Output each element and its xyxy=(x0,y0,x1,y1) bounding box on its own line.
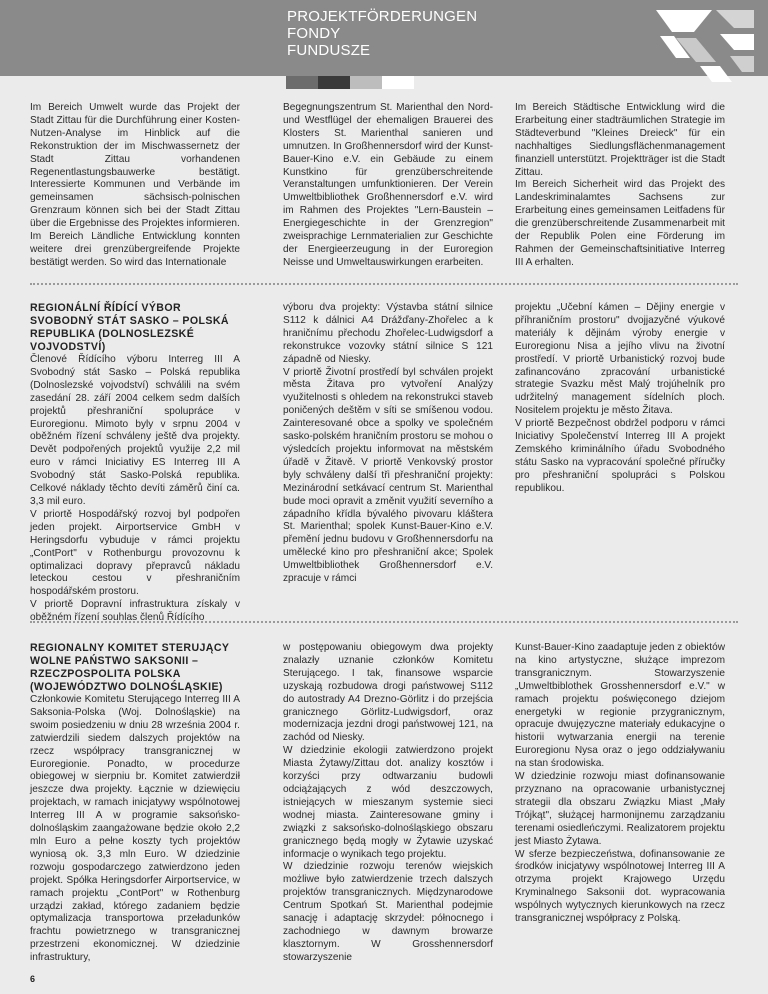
paragraph: W dziedzinie rozwoju terenów wiejskich możliwe było zatwierdzenie trzech dalszych projektów transgranicznych. Międzynarodowe Centrum Spotkań St. Marienthal podejmie sanację i adaptację skrzydeł: północnego i zachodniego w dawnym browarze klasztornym. W Grosshennersdorf stowarzyszenie xyxy=(283,861,493,963)
color-bar-2 xyxy=(318,76,350,89)
paragraph: Kunst-Bauer-Kino zaadaptuje jeden z obiektów na kino artystyczne, służące imprezom transgranicznym. Stowarzyszenie „Umweltbiblothek Grosshennersdorf e.V." w ramach projektu poświęconego dziejom energetyki w regionie przygranicznym, opracuje dwujęzyczne materiały edukacyjne o historii wytwarzania energii na terenie Euroregionu Nysa oraz o jego oddziaływaniu na stan środowiska. xyxy=(515,642,725,770)
paragraph: Begegnungszentrum St. Marienthal den Nord- und Westflügel der ehemaligen Brauerei des Klosters St. Marienthal sanieren und umnutzen. In Großhennersdorf wird der Kunst-Bauer-Kino e.V. ein Gebäude zu einem Kunstkino für grenzüberschreitende Veranstaltungen umfunktionieren. Der Verein Umweltbibliothek Großhennersdorf e.V. wird im Rahmen des Projektes "Lern-Baustein – Energiegeschichte in der Grenzregion" zweisprachige Lernmaterialien zur Geschichte der Energieerzeugung in der Euroregion Neisse und Umweltauswirkungen erarbeiten. xyxy=(283,102,493,268)
paragraph: Im Bereich Sicherheit wird das Projekt des Landeskriminalamtes Sachsens zur Erarbeitung eines gemeinsamen Leitfadens für die grenzüberschreitende Zusammenarbeit mit der Republik Polen eine Förderung im Rahmen der Gemeinschaftsinitiative Interreg III A erhalten. xyxy=(515,179,725,268)
paragraph: w postępowaniu obiegowym dwa projekty znalazły uznanie członków Komitetu Sterującego. I tak, finansowe wsparcie uzyskają rozbudowa drogi państwowej S112 do autostrady A4 Drezno-Görlitz i do przejścia granicznego Görlitz-Ludwigsdorf, oraz modernizacja jezdni drogi państwowej 121, na zachód od Niesky. xyxy=(283,642,493,744)
page-number: 6 xyxy=(30,974,36,984)
paragraph: V priortě Bezpečnost obdržel podporu v rámci Iniciativy Společenství Interreg III A projekt Zemského kriminálního úřadu Svobodného státu Sasko na vypracování společné příručky pro přeshraniční spolupráci s Polskou republikou. xyxy=(515,418,725,494)
paragraph: Im Bereich Ländliche Entwicklung konnten weitere drei grenzübergreifende Projekte bestätigt werden. So wird das Internationale xyxy=(30,231,240,268)
pl-column-1 xyxy=(30,642,240,965)
section-heading: REGIONÁLNÍ ŘÍDÍCÍ VÝBOR SVOBODNÝ STÁT SASKO – POLSKÁ REPUBLIKA (DOLNOSLEZSKÉ VOJVODSTVÍ) xyxy=(30,302,229,353)
paragraph: V priortě Hospodářský rozvoj byl podpořen jeden projekt. Airportservice GmbH v Heringsdorfu vybuduje v rámci projektu „ContPort" v Rothenburgu provozovnu k optimalizaci dopravy přepravců nákladu leteckou cestou v přeshraničním hospodářském prostoru. xyxy=(30,508,240,598)
paragraph: Im Bereich Umwelt wurde das Projekt der Stadt Zittau für die Durchführung einer Kosten-Nutzen-Analyse im Hinblick auf die Rekonstruktion der im Mischwassernetz der Stadt Zittau vorhandenen Regenentlastungsbauwerke bestätigt. Interessierte Kommunen und Verbände im gemeinsamen sächsisch-polnischen Grenzraum können sich bei der Stadt Zittau über die Ergebnisse des Projektes informieren. xyxy=(30,102,240,230)
cs-column-2 xyxy=(283,302,493,586)
de-column-2 xyxy=(283,102,493,270)
paragraph: výboru dva projekty: Výstavba státní silnice S112 k dálnici A4 Drážďany-Zhořelec a k hraničnímu přechodu Zhořelec-Ludwigsdorf a rekonstrukce vozovky státní silnice S 121 západně od Niesky. xyxy=(283,302,493,365)
paragraph: V priortě Dopravní infrastruktura získaly v oběžném řízení souhlas členů Řídícího xyxy=(30,599,240,624)
pl-column-3 xyxy=(515,642,725,926)
section-divider xyxy=(30,283,738,285)
pl-column-2 xyxy=(283,642,493,965)
paragraph: Członkowie Komitetu Sterującego Interreg III A Saksonia-Polska (Woj. Dolnośląskie) na swoim posiedzeniu w dniu 28 września 2004 r. zatwierdzili siedem dalszych projektów na rzecz współpracy transgranicznej w Euroregionie. Ponadto, w procedurze obiegowej w sierpniu br. Komitet zatwierdził jeszcze dwa projekty. Łącznie w dziewięciu projektach, w ramach inicjatywy wspólnotowej Interreg III A w programie saksońsko-dolnośląskim zaangażowane będzie około 2,2 mln Euro a pełne koszty tych projektów wyniosą ok. 3,3 mln Euro. W dziedzinie rozwoju gospodarczego zatwierdzono jeden projekt. Spółka Heringsdorfer Airportservice, w ramach projektu „ContPort" w Rothenburg urządzi zakład, którego zadaniem będzie optymalizacja transportowa przeładunków frachtu powietrznego w transgranicznej przestrzeni ekonomicznej. W dziedzinie infrastruktury, xyxy=(30,694,240,964)
paragraph: W dziedzinie ekologii zatwierdzono projekt Miasta Żytawy/Zittau dot. analizy kosztów i korzyści przy odtwarzaniu budowli odciążających z wód deszczowych, istniejących w mieszanym systemie sieci wodnej miasta. Zainteresowane gminy i związki z saksońsko-dolnośląskiego obszaru granicznego będą mogły w Żytawie uzyskać informacje o wynikach tego projektu. xyxy=(283,745,493,860)
section-divider xyxy=(30,621,738,623)
de-column-1 xyxy=(30,102,240,270)
paragraph: Členové Řídícího výboru Interreg III A Svobodný stát Sasko – Polská republika (Dolnoslezské vojvodství) schválili na svém zasedání 28. září 2004 celkem sedm dalších projektů přeshraniční spolupráce v Euroregionu. Mimoto byly v srpnu 2004 v oběžném řízení schváleny ještě dva projekty. Devět podpořených projektů využije 2,2 mil euro v rámci Iniciativy ES Interreg III A Svobodný stát Sasko-Polská republika. Celkové náklady těchto devíti záměrů činí ca. 3,3 mil euro. xyxy=(30,354,240,507)
section-heading: REGIONALNY KOMITET STERUJĄCY WOLNE PAŃSTWO SAKSONII – RZECZPOSPOLITA POLSKA (WOJEWÓDZTWO DOLNOŚLĄSKIE) xyxy=(30,642,230,693)
color-bar-4 xyxy=(382,76,414,89)
header-color-bars xyxy=(286,76,416,89)
de-column-3 xyxy=(515,102,725,270)
color-bar-1 xyxy=(286,76,318,89)
paragraph: V priortě Životní prostředí byl schválen projekt města Žitava pro vytvoření Analýzy využitelnosti s ohledem na rekonstrukci staveb poničených deštěm v síti se smíšenou vodou. Zainteresované obce a spolky ve společném sasko-polském hraničním prostoru se mohou o výsledcích projektu informovat na městském úřadě v Žitavě. V priortě Venkovský prostor byly schváleny další tři přeshraniční projekty: Mezinárodní setkávací centrum St. Marienthal bude moci opravit a změnit využití severního a západního křídla bývalého pivovaru kláštera St. Marienthal; spolek Kunst-Bauer-Kino e.V. přemění jednu budovu v Großhennersdorfu na umělecké kino pro přeshraniční akce; Spolek Umweltbibliothek Großhennersdorf e.V. zpracuje v rámci xyxy=(283,366,493,585)
cs-column-1 xyxy=(30,302,240,625)
paragraph: Im Bereich Städtische Entwicklung wird die Erarbeitung einer stadträumlichen Strategie im Städteverbund "Kleines Dreieck" für ein nachhaltiges Siedlungsflächenmanagement finanziell unterstützt. Projektträger ist die Stadt Zittau. xyxy=(515,102,725,178)
paragraph: W dziedzinie rozwoju miast dofinansowanie przyznano na opracowanie urbanistycznej strategii dla obszaru Związku Miast „Mały Trójkąt", służącej harmonijnemu zarządzaniu terenami osiedleńczymi. Realizatorem projektu jest Miasto Żytawa. xyxy=(515,771,725,847)
cs-column-3 xyxy=(515,302,725,496)
header-title-line-1: PROJEKTFÖRDERUNGEN xyxy=(287,8,478,25)
color-bar-3 xyxy=(350,76,382,89)
paragraph: projektu „Učební kámen – Dějiny energie v příhraničním prostoru" dvojjazyčné výukové materiály k dějinám výroby energie v Euroregionu Nisa a jejího vlivu na životní prostředí. V priortě Urbanistický rozvoj bude zafinancováno zpracování urbanistické strategie Svazku měst Malý trojúhelník pro udržitelný management sídelních ploch. Nositelem projektu je město Žitava. xyxy=(515,302,725,417)
paragraph: W sferze bezpieczeństwa, dofinansowanie ze środków inicjatywy wspólnotowej Interreg III A otrzyma projekt Krajowego Urzędu Kryminalnego Saksonii dot. wypracowania wspólnych wytycznych kierunkowych na rzecz transgranicznej współpracy z Polską. xyxy=(515,848,725,925)
header-title-line-3: FUNDUSZE xyxy=(287,42,371,59)
header-title xyxy=(287,8,477,59)
stylized-chevron-logo-icon xyxy=(650,6,760,94)
header-title-line-2: FONDY xyxy=(287,25,341,42)
